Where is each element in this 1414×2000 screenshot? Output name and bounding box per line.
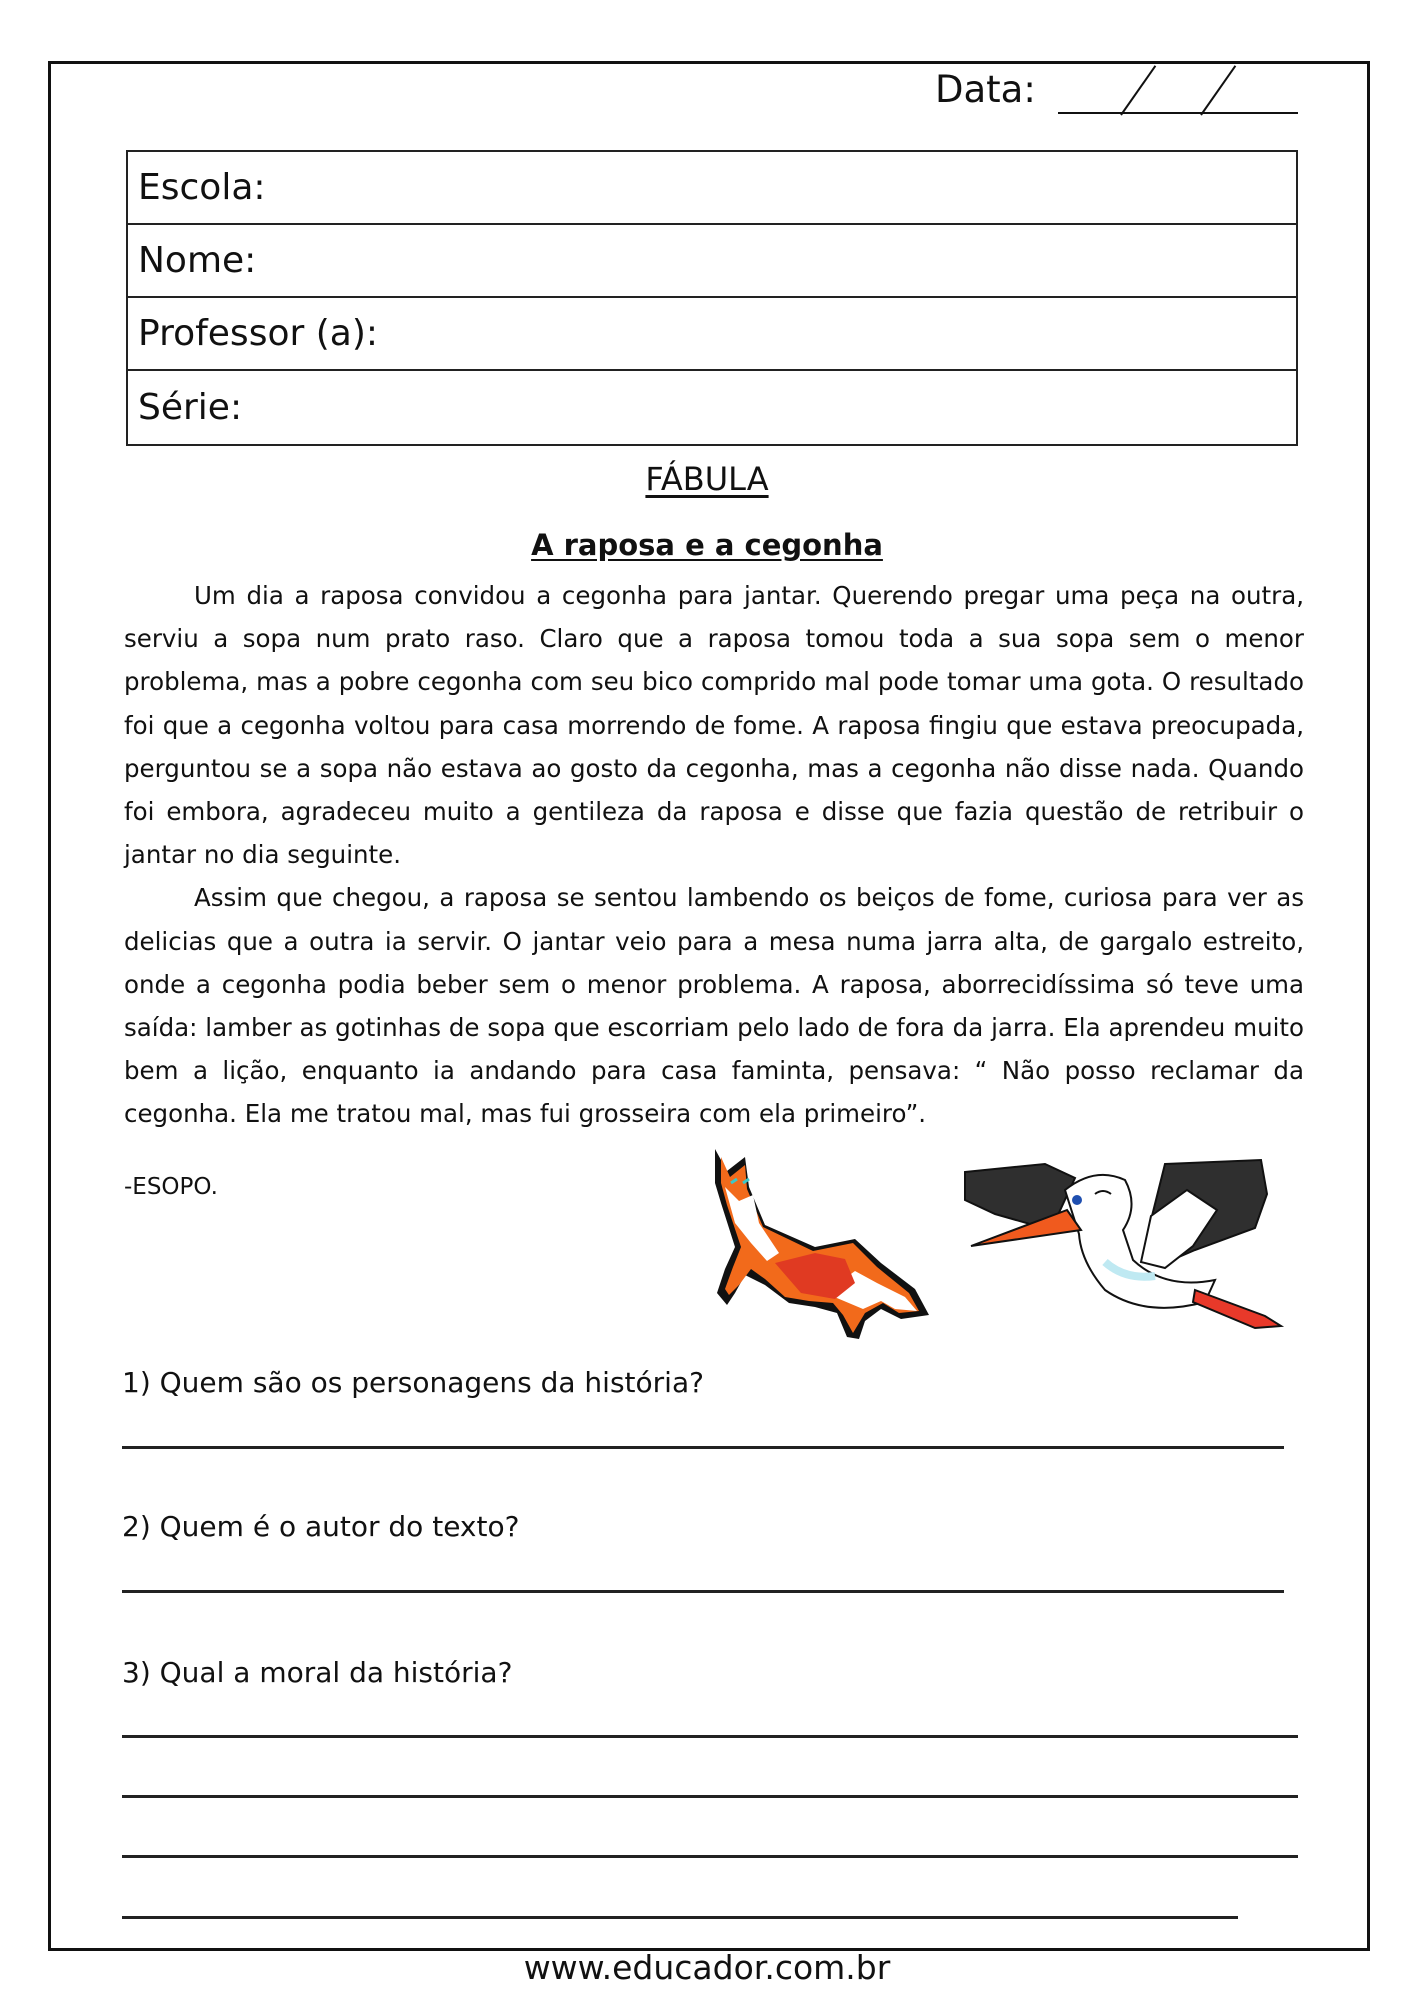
field-label: Nome: bbox=[138, 240, 257, 281]
student-info-table bbox=[126, 150, 1298, 446]
field-nome[interactable] bbox=[128, 225, 1296, 298]
section-label: FÁBULA bbox=[645, 460, 769, 498]
question-2: 2) Quem é o autor do texto? bbox=[122, 1510, 520, 1543]
question-1: 1) Quem são os personagens da história? bbox=[122, 1366, 704, 1399]
answer-line-3c[interactable] bbox=[122, 1855, 1298, 1858]
field-label: Professor (a): bbox=[138, 313, 378, 354]
story-paragraph: Um dia a raposa convidou a cegonha para jantar. Querendo pregar uma peça na outra, serviu a sopa num prato raso. Claro que a raposa tomou toda a sua sopa sem o menor problema, mas a pobre cegonha com seu bico comprido mal pode tomar uma gota. O resultado foi que a cegonha voltou para casa morrendo de fome. A raposa fingiu que estava preocupada, perguntou se a sopa não estava ao gosto da cegonha, mas a cegonha não disse nada. Quando foi embora, agradeceu muito a gentileza da raposa e disse que fazia questão de retribuir o jantar no dia seguinte. bbox=[124, 581, 1304, 870]
answer-line-3b[interactable] bbox=[122, 1795, 1298, 1798]
question-3: 3) Qual a moral da história? bbox=[122, 1656, 513, 1689]
field-label: Série: bbox=[138, 387, 243, 428]
answer-line-1[interactable] bbox=[122, 1446, 1284, 1449]
stork-illustration bbox=[955, 1150, 1287, 1338]
story-paragraph: Assim que chegou, a raposa se sentou lambendo os beiços de fome, curiosa para ver as delicias que a outra ia servir. O jantar veio para a mesa numa jarra alta, de gargalo estreito, onde a cegonha podia beber sem o menor problema. A raposa, aborrecidíssima só teve uma saída: lamber as gotinhas de sopa que escorriam pelo lado de fora da jarra. Ela aprendeu muito bem a lição, enquanto ia andando para casa faminta, pensava: “ Não posso reclamar da cegonha. Ela me tratou mal, mas fui grosseira com ela primeiro”. bbox=[124, 883, 1304, 1129]
story-title: A raposa e a cegonha bbox=[531, 528, 883, 562]
fox-illustration bbox=[705, 1143, 933, 1345]
story-text bbox=[124, 574, 1304, 1136]
field-professor[interactable] bbox=[128, 298, 1296, 371]
footer-website: www.educador.com.br bbox=[523, 1948, 891, 1987]
author-credit: -ESOPO. bbox=[124, 1174, 218, 1200]
field-label: Escola: bbox=[138, 167, 266, 208]
field-escola[interactable] bbox=[128, 152, 1296, 225]
date-label: Data: bbox=[935, 68, 1036, 111]
date-field[interactable] bbox=[1058, 112, 1298, 114]
field-serie[interactable] bbox=[128, 371, 1296, 444]
answer-line-2[interactable] bbox=[122, 1590, 1284, 1593]
answer-line-3a[interactable] bbox=[122, 1735, 1298, 1738]
answer-line-3d[interactable] bbox=[122, 1916, 1238, 1919]
